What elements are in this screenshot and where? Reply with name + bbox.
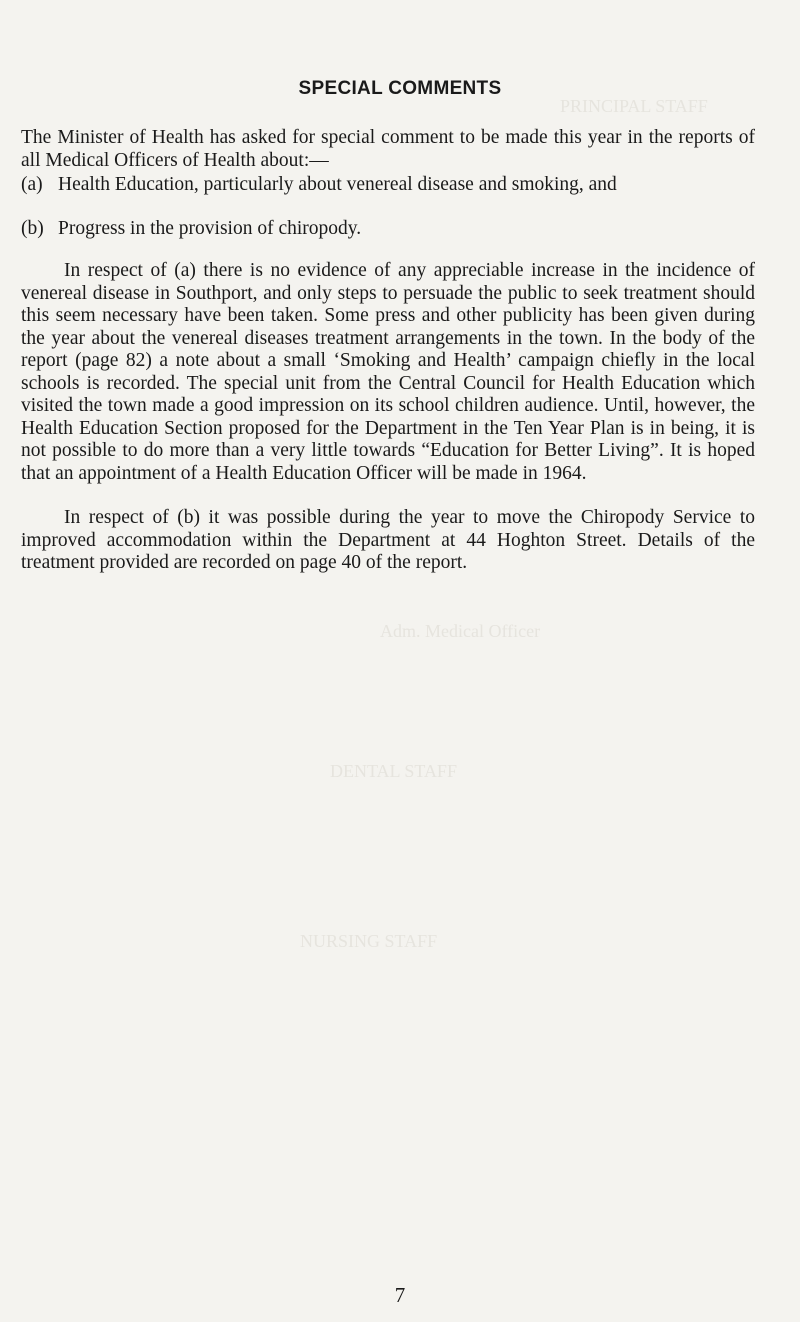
paragraph-health-education: In respect of (a) there is no evidence of any appreciable increase in the incidence of venereal disease in Southport, and only steps to persuade the public to seek treatment should this seem necessary have been taken. Some press and other publicity has been given during the year about the venereal diseases treatment arrangements in the town. In the body of the report (page 82) a note about a small ‘Smoking and Health’ campaign chiefly in the local schools is recorded. The special unit from the Central Council for Health Education which visited the town made a good impression on its school children audience. Until, however, the Health Education Section proposed for the Department in the Ten Year Plan is in being, it is not possible to do more than a very little towards “Education for Better Living”. It is hoped that an appointment of a Health Education Officer will be made in 1964.	[21, 260, 755, 484]
show-through-text: Adm. Medical Officer	[380, 621, 541, 641]
paragraph-chiropody: In respect of (b) it was possible during the year to move the Chiropody Service to improved accommodation within the Department at 44 Hoghton Street. Details of the treatment provided are recorded on page 40 of the report.	[21, 507, 755, 573]
list-marker: (b)	[21, 218, 44, 239]
show-through-text: DENTAL STAFF	[330, 761, 457, 781]
list-item-a	[21, 174, 617, 197]
page-number: 7	[394, 1283, 406, 1307]
list-marker: (a)	[21, 174, 43, 195]
show-through-text: NURSING STAFF	[300, 931, 438, 951]
list-item-text: Health Education, particularly about venereal disease and smoking, and	[58, 174, 617, 195]
show-through-text: PRINCIPAL STAFF	[560, 96, 708, 116]
intro-paragraph: The Minister of Health has asked for special comment to be made this year in the reports of all Medical Officers of Health about:—	[21, 127, 755, 171]
page-heading: SPECIAL COMMENTS	[298, 78, 502, 99]
list-item-b	[21, 218, 361, 241]
list-item-text: Progress in the provision of chiropody.	[58, 218, 362, 239]
